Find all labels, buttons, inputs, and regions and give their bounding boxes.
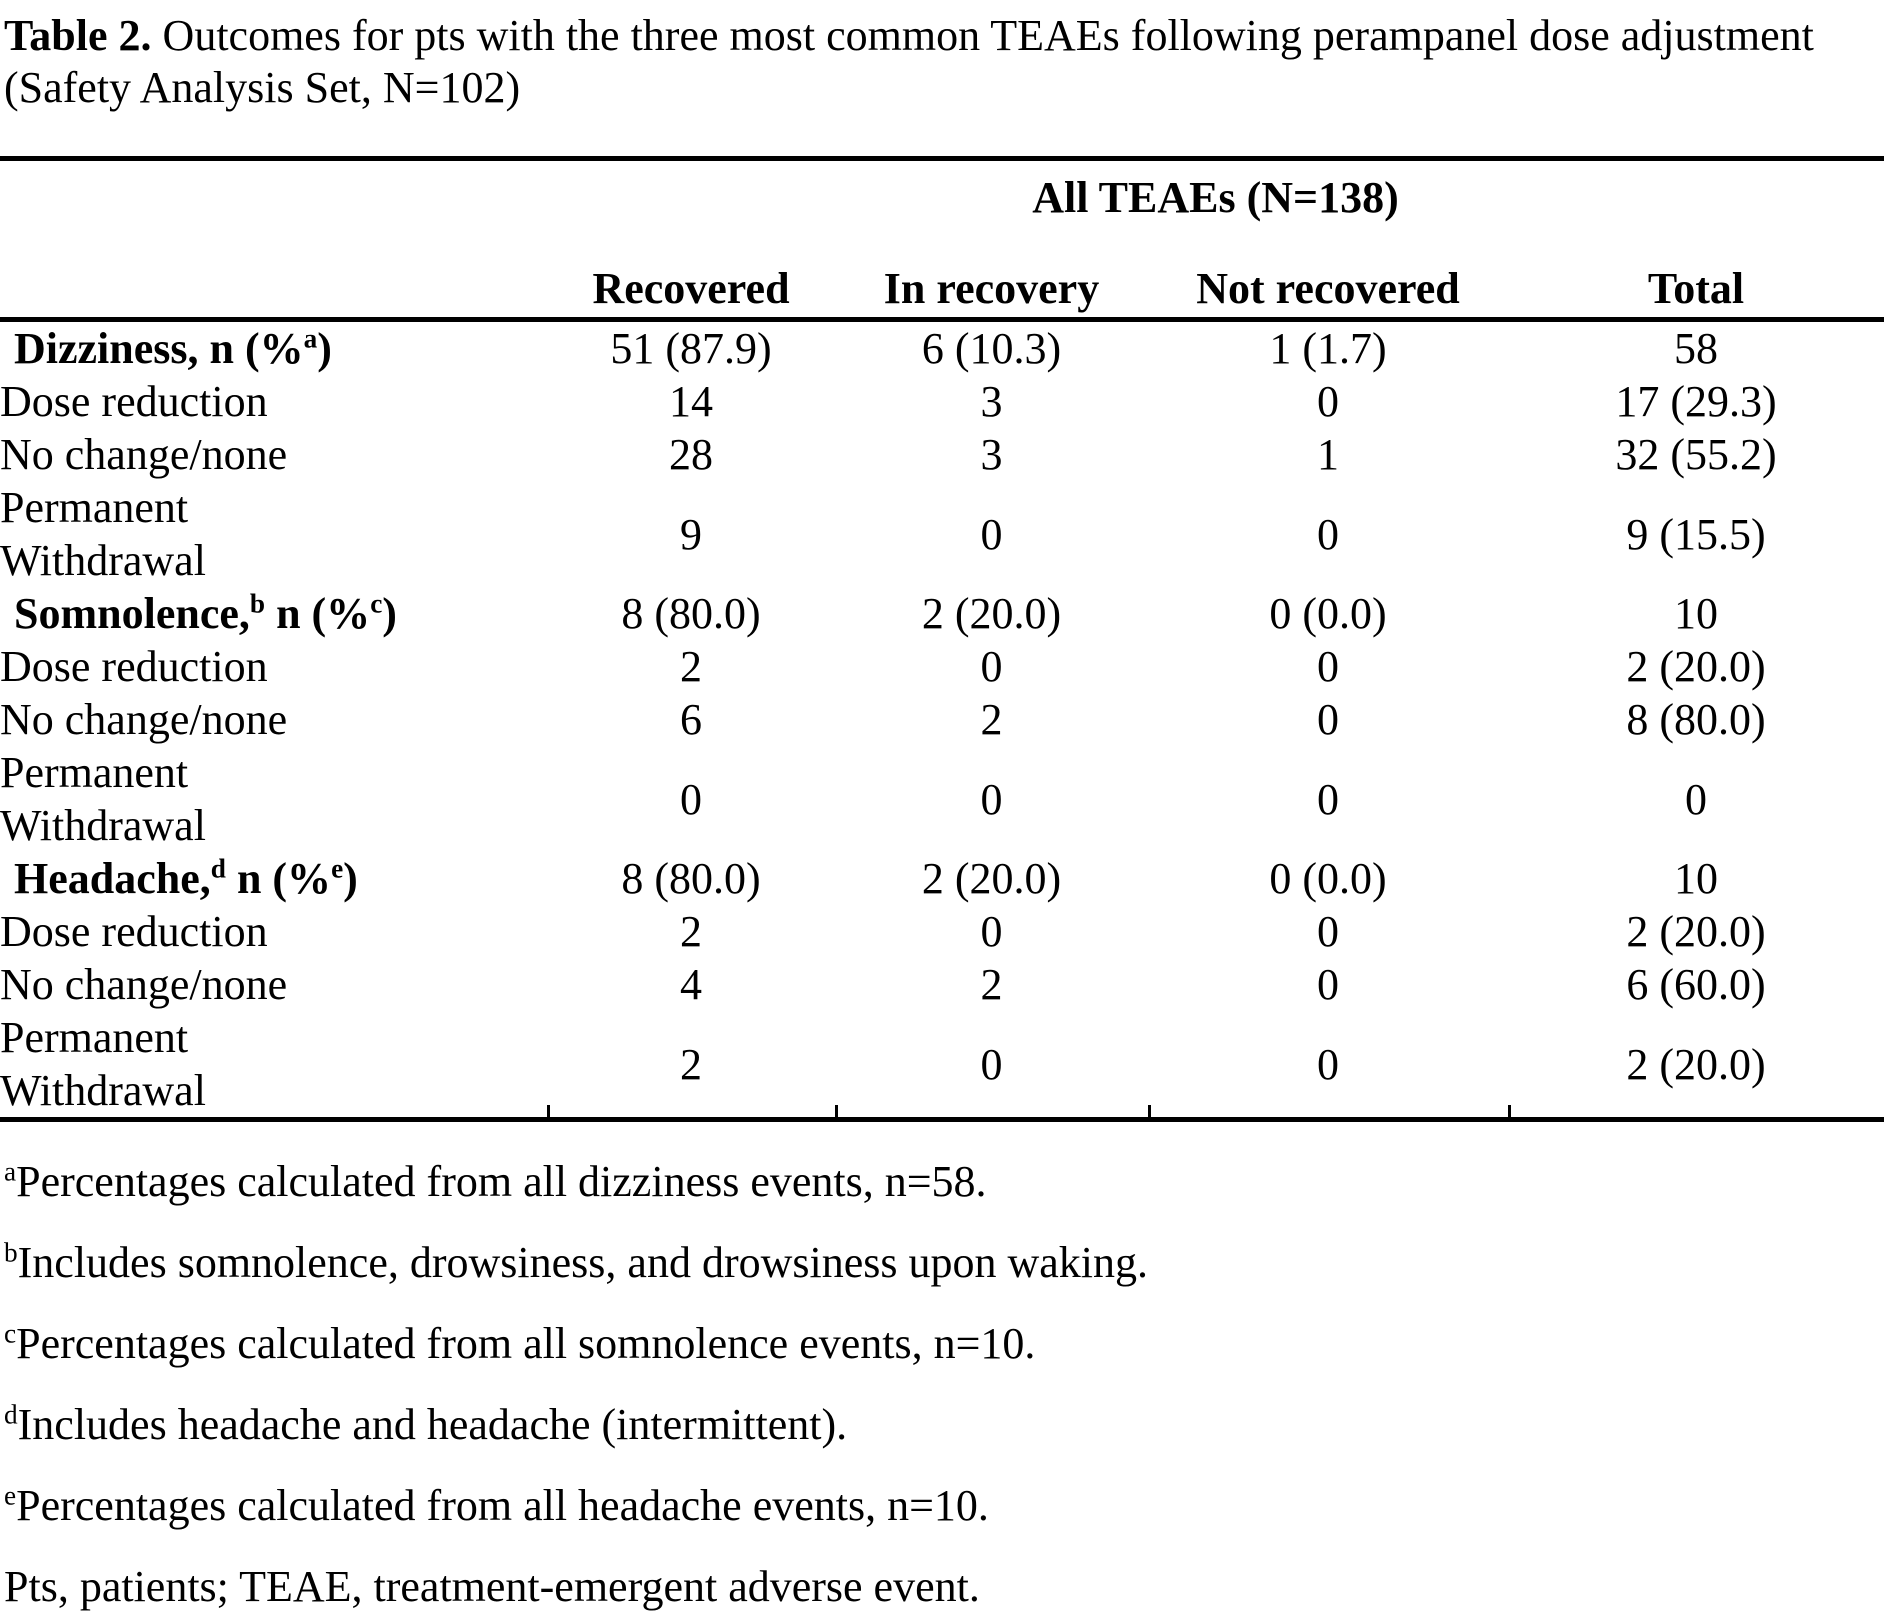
footnote-a: $^a$Percentages calculated from all dizziness events, n=58. [4,1156,987,1206]
column-header-in-recovery: In recovery [835,249,1148,320]
table-row-permanent-withdrawal [0,481,1884,587]
page [0,10,1884,1611]
cell: 0 [1317,695,1339,744]
cell: 2 (20.0) [921,854,1062,903]
cell: 2 (20.0) [1626,642,1766,691]
table-row-somnolence [0,587,1884,640]
cell: 0 [1317,377,1339,426]
cell: 2 [680,907,702,956]
row-label: No change/none [0,695,288,744]
cell: 3 [980,430,1003,479]
row-label: Dose reduction [0,642,268,691]
table-row-permanent-withdrawal [0,1011,1884,1120]
cell: 9 [680,509,702,559]
cell: 2 [680,642,702,691]
row-label: Permanent Withdrawal [0,748,206,850]
header-spacer [0,159,547,250]
row-label: Permanent Withdrawal [0,483,206,585]
cell: 10 [1674,589,1719,638]
cell: 14 [669,377,713,426]
table-row-dose-reduction [0,375,1884,428]
footnote-abbreviations: Pts, patients; TEAE, treatment-emergent adverse event. [4,1562,980,1611]
cell: 9 (15.5) [1626,509,1766,559]
cell: 0 (0.0) [1269,854,1387,903]
column-header-recovered: Recovered [547,249,835,320]
cell: 8 (80.0) [621,589,761,638]
cell: 51 (87.9) [610,324,772,373]
cell: 8 (80.0) [1626,695,1766,744]
row-label: Dizziness, n (%$^a$) [14,323,332,373]
cell: 0 [1317,774,1339,824]
cell: 0 (0.0) [1269,589,1387,638]
cell: 0 [980,642,1003,691]
column-header-total: Total [1508,249,1884,320]
cell: 2 [980,695,1003,744]
table-caption [4,10,1884,114]
table-row-dizziness [0,320,1884,376]
cell: 2 [980,960,1003,1009]
cell: 2 (20.0) [1508,1011,1884,1120]
row-label: Somnolence,$^b$ n (%$^c$) [14,588,397,638]
table-caption-number: Table 2. [4,11,152,60]
footnote-d: $^d$Includes headache and headache (intermittent). [4,1399,848,1449]
row-label: Dose reduction [0,377,268,426]
cell: 1 (1.7) [1269,324,1387,373]
row-label: Headache,$^d$ n (%$^e$) [14,853,358,903]
table-row-dose-reduction [0,640,1884,693]
cell: 0 [980,907,1003,956]
row-label: No change/none [0,960,288,1009]
cell: 0 [1317,509,1339,559]
cell: 10 [1674,854,1719,903]
table-row-headache [0,852,1884,905]
span-header-all-teaes: All TEAEs (N=138) [1032,173,1399,222]
table-span-header-row [0,159,1884,250]
cell: 0 [1317,960,1339,1009]
row-label: No change/none [0,430,288,479]
table-row-no-change [0,958,1884,1011]
cell: 0 [980,774,1003,824]
footnotes [4,1156,1884,1613]
column-header-not-recovered: Not recovered [1148,249,1508,320]
row-label: Dose reduction [0,907,268,956]
cell: 0 [980,509,1003,559]
cell: 2 (20.0) [921,589,1062,638]
cell: 6 (60.0) [1626,960,1766,1009]
cell: 17 (29.3) [1615,377,1777,426]
table-row-no-change [0,693,1884,746]
cell: 0 [1685,774,1708,824]
footnote-c: $^c$Percentages calculated from all somnolence events, n=10. [4,1318,1036,1368]
table-column-header-row [0,249,1884,320]
footnote-b: $^b$Includes somnolence, drowsiness, and drowsiness upon waking. [4,1237,1149,1287]
cell: 32 (55.2) [1615,430,1777,479]
cell: 3 [980,377,1003,426]
cell: 0 [1317,907,1339,956]
cell: 0 [1148,1011,1508,1120]
footnote-e: $^e$Percentages calculated from all headache events, n=10. [4,1480,989,1530]
teae-outcomes-table [0,156,1884,1122]
header-spacer [0,249,547,320]
cell: 28 [669,430,713,479]
cell: 2 [547,1011,835,1120]
cell: 0 [835,1011,1148,1120]
table-caption-text: Outcomes for pts with the three most common TEAEs following perampanel dose adjustment (Safety Analysis Set, N=102) [4,11,1814,112]
row-label: Permanent Withdrawal [0,1013,206,1115]
cell: 8 (80.0) [621,854,761,903]
cell: 0 [1317,642,1339,691]
table-row-permanent-withdrawal [0,746,1884,852]
cell: 0 [680,774,702,824]
table-row-dose-reduction [0,905,1884,958]
cell: 6 [680,695,702,744]
cell: 6 (10.3) [921,324,1062,373]
table-row-no-change [0,428,1884,481]
cell: 2 (20.0) [1626,907,1766,956]
cell: 1 [1317,430,1339,479]
cell: 4 [680,960,702,1009]
cell: 58 [1674,324,1719,373]
